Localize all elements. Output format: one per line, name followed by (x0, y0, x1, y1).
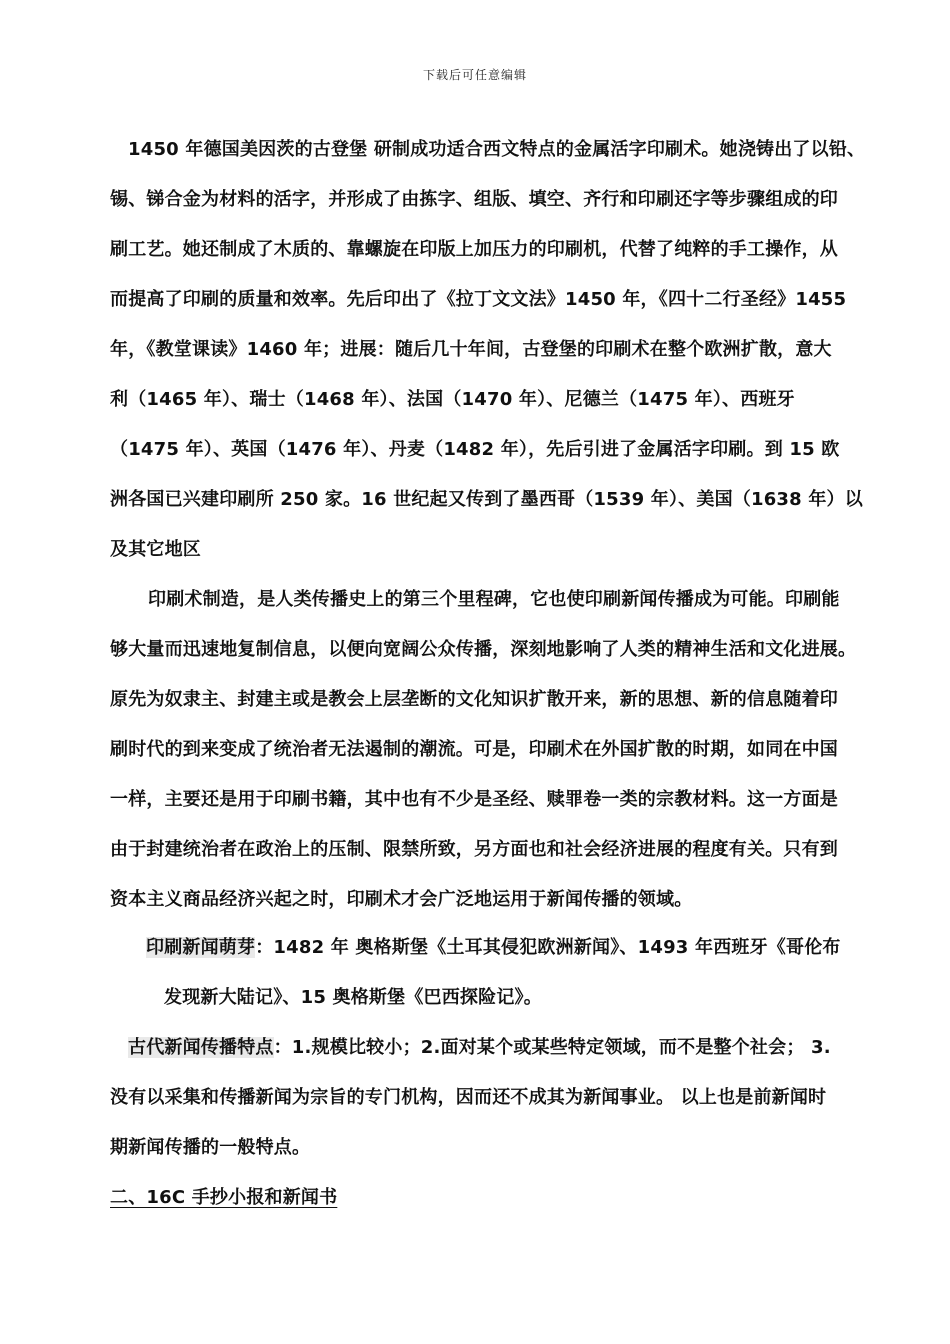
para3-line-1 (146, 936, 841, 960)
para4-highlight-label: 古代新闻传播特点 (128, 1037, 274, 1058)
para1-line-2: 锡、锑合金为材料的活字，并形成了由拣字、组版、填空、齐行和印刷还字等步骤组成的印 (110, 189, 838, 210)
para4-line-3: 期新闻传播的一般特点。 (110, 1137, 311, 1158)
para2-line-6: 由于封建统治者在政治上的压制、限禁所致，另方面也和社会经济进展的程度有关。只有到 (110, 839, 838, 860)
para1-line-5: 年，《教堂课读》1460 年；进展：随后几十年间，古登堡的印刷术在整个欧洲扩散，意大 (110, 339, 832, 360)
para2-line-2: 够大量而迅速地复制信息，以便向宽阔公众传播，深刻地影响了人类的精神生活和文化进展。 (110, 639, 857, 660)
para3-line-2: 发现新大陆记》、15 奥格斯堡《巴西探险记》。 (164, 987, 542, 1008)
para1-line-1: 1450 年德国美因茨的古登堡 研制成功适合西文特点的金属活字印刷术。她浇铸出了以铅、 (128, 139, 866, 160)
para2-line-5: 一样，主要还是用于印刷书籍，其中也有不少是圣经、赎罪卷一类的宗教材料。这一方面是 (110, 789, 838, 810)
para1-line-6: 利（1465 年）、瑞士（1468 年）、法国（1470 年）、尼德兰（1475 年）、西班牙 (110, 389, 795, 410)
para3-highlight-label: 印刷新闻萌芽 (146, 937, 256, 958)
para2-line-4: 刷时代的到来变成了统治者无法遏制的潮流。可是，印刷术在外国扩散的时期，如同在中国 (110, 739, 838, 760)
para2-line-7: 资本主义商品经济兴起之时，印刷术才会广泛地运用于新闻传播的领域。 (110, 889, 693, 910)
para2-line-3: 原先为奴隶主、封建主或是教会上层垄断的文化知识扩散开来，新的思想、新的信息随着印 (110, 689, 838, 710)
para4-line-2: 没有以采集和传播新闻为宗旨的专门机构，因而还不成其为新闻事业。 以上也是前新闻时 (110, 1087, 827, 1108)
para1-line-4: 而提高了印刷的质量和效率。先后印出了《拉丁文文法》1450 年，《四十二行圣经》1455 (110, 289, 847, 310)
para1-line-3: 刷工艺。她还制成了木质的、靠螺旋在印版上加压力的印刷机，代替了纯粹的手工操作，从 (110, 239, 838, 260)
page-header: 下载后可任意编辑 (422, 68, 527, 82)
para2-line-1: 印刷术制造，是人类传播史上的第三个里程碑，它也使印刷新闻传播成为可能。印刷能 (148, 589, 840, 610)
para3-line-1-text: ：1482 年 奥格斯堡《土耳其侵犯欧洲新闻》、1493 年西班牙《哥伦布 (255, 937, 841, 958)
para1-line-8: 洲各国已兴建印刷所 250 家。16 世纪起又传到了墨西哥（1539 年）、美国（1638 年）以 (110, 489, 863, 510)
para1-line-9: 及其它地区 (110, 539, 201, 560)
para4-line-1 (128, 1036, 831, 1060)
para4-line-1-text: ：1.规模比较小；2.面对某个或某些特定领域，而不是整个社会； 3. (273, 1037, 831, 1058)
para1-line-7: （1475 年）、英国（1476 年）、丹麦（1482 年），先后引进了金属活字印刷。到 15 欧 (110, 439, 840, 460)
section-heading: 二、16C 手抄小报和新闻书 (110, 1187, 338, 1208)
